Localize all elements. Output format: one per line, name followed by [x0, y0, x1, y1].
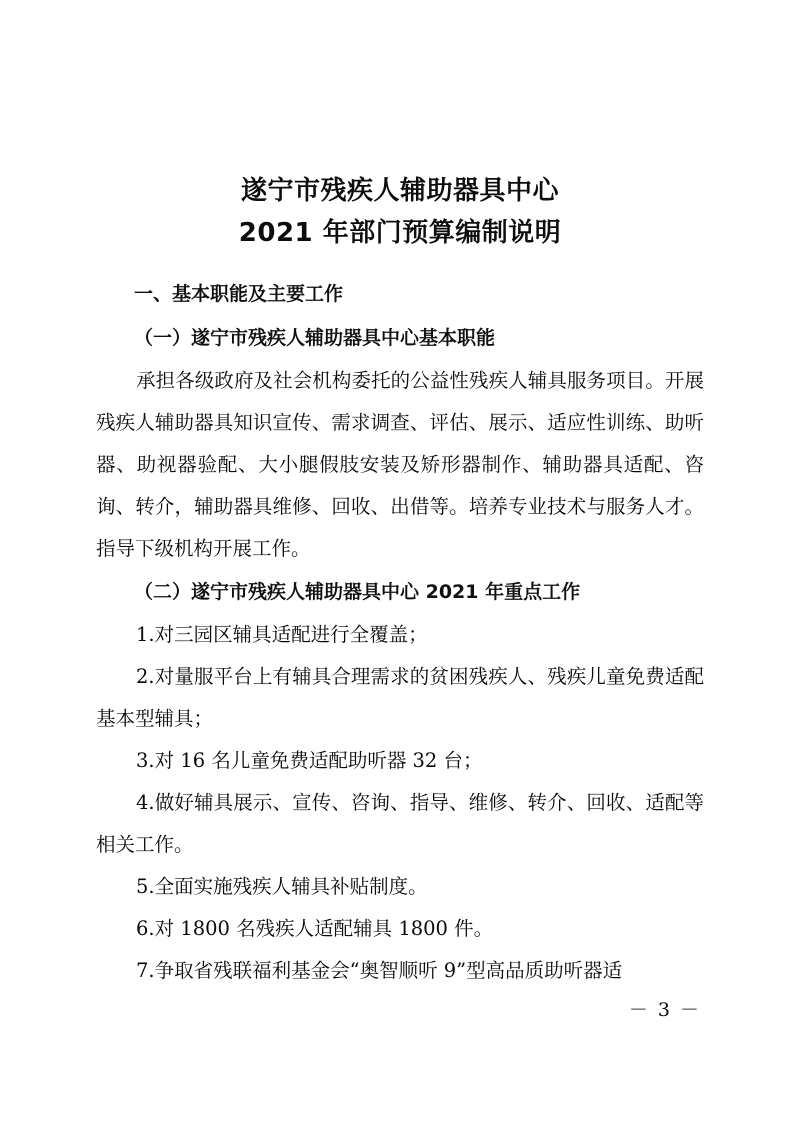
subsection-heading-key-work: （二）遂宁市残疾人辅助器具中心 2021 年重点工作: [134, 581, 581, 603]
document-body: [96, 170, 704, 992]
page-number: － 3 －: [628, 999, 701, 1021]
paragraph-basic-functions: 承担各级政府及社会机构委托的公益性残疾人辅具服务项目。开展残疾人辅助器具知识宣传、需求调查、评估、展示、适应性训练、助听器、助视器验配、大小腿假肢安装及矫形器制作、辅助器具适配、咨询、转介，辅助器具维修、回收、出借等。培养专业技术与服务人才。指导下级机构开展工作。: [96, 369, 704, 560]
list-item: 6.对 1800 名残疾人适配辅具 1800 件。: [136, 917, 494, 940]
list-item: 3.对 16 名儿童免费适配助听器 32 台；: [136, 749, 483, 772]
title-line-1: 遂宁市残疾人辅助器具中心: [240, 176, 559, 206]
list-item: 4.做好辅具展示、宣传、咨询、指导、维修、转介、回收、适配等相关工作。: [96, 791, 704, 856]
list-item: 1.对三园区辅具适配进行全覆盖；: [136, 623, 428, 646]
list-item: 7.争取省残联福利基金会“奥智顺听 9”型高品质助听器适: [136, 959, 623, 982]
section-heading-basic-functions: 一、基本职能及主要工作: [134, 283, 344, 305]
title-line-2: 2021 年部门预算编制说明: [238, 218, 562, 248]
list-item: 2.对量服平台上有辅具合理需求的贫困残疾人、残疾儿童免费适配基本型辅具；: [96, 665, 704, 730]
subsection-heading-basic-functions: （一）遂宁市残疾人辅助器具中心基本职能: [134, 327, 496, 349]
list-item: 5.全面实施残疾人辅具补贴制度。: [136, 875, 428, 898]
page-title: [96, 170, 704, 254]
